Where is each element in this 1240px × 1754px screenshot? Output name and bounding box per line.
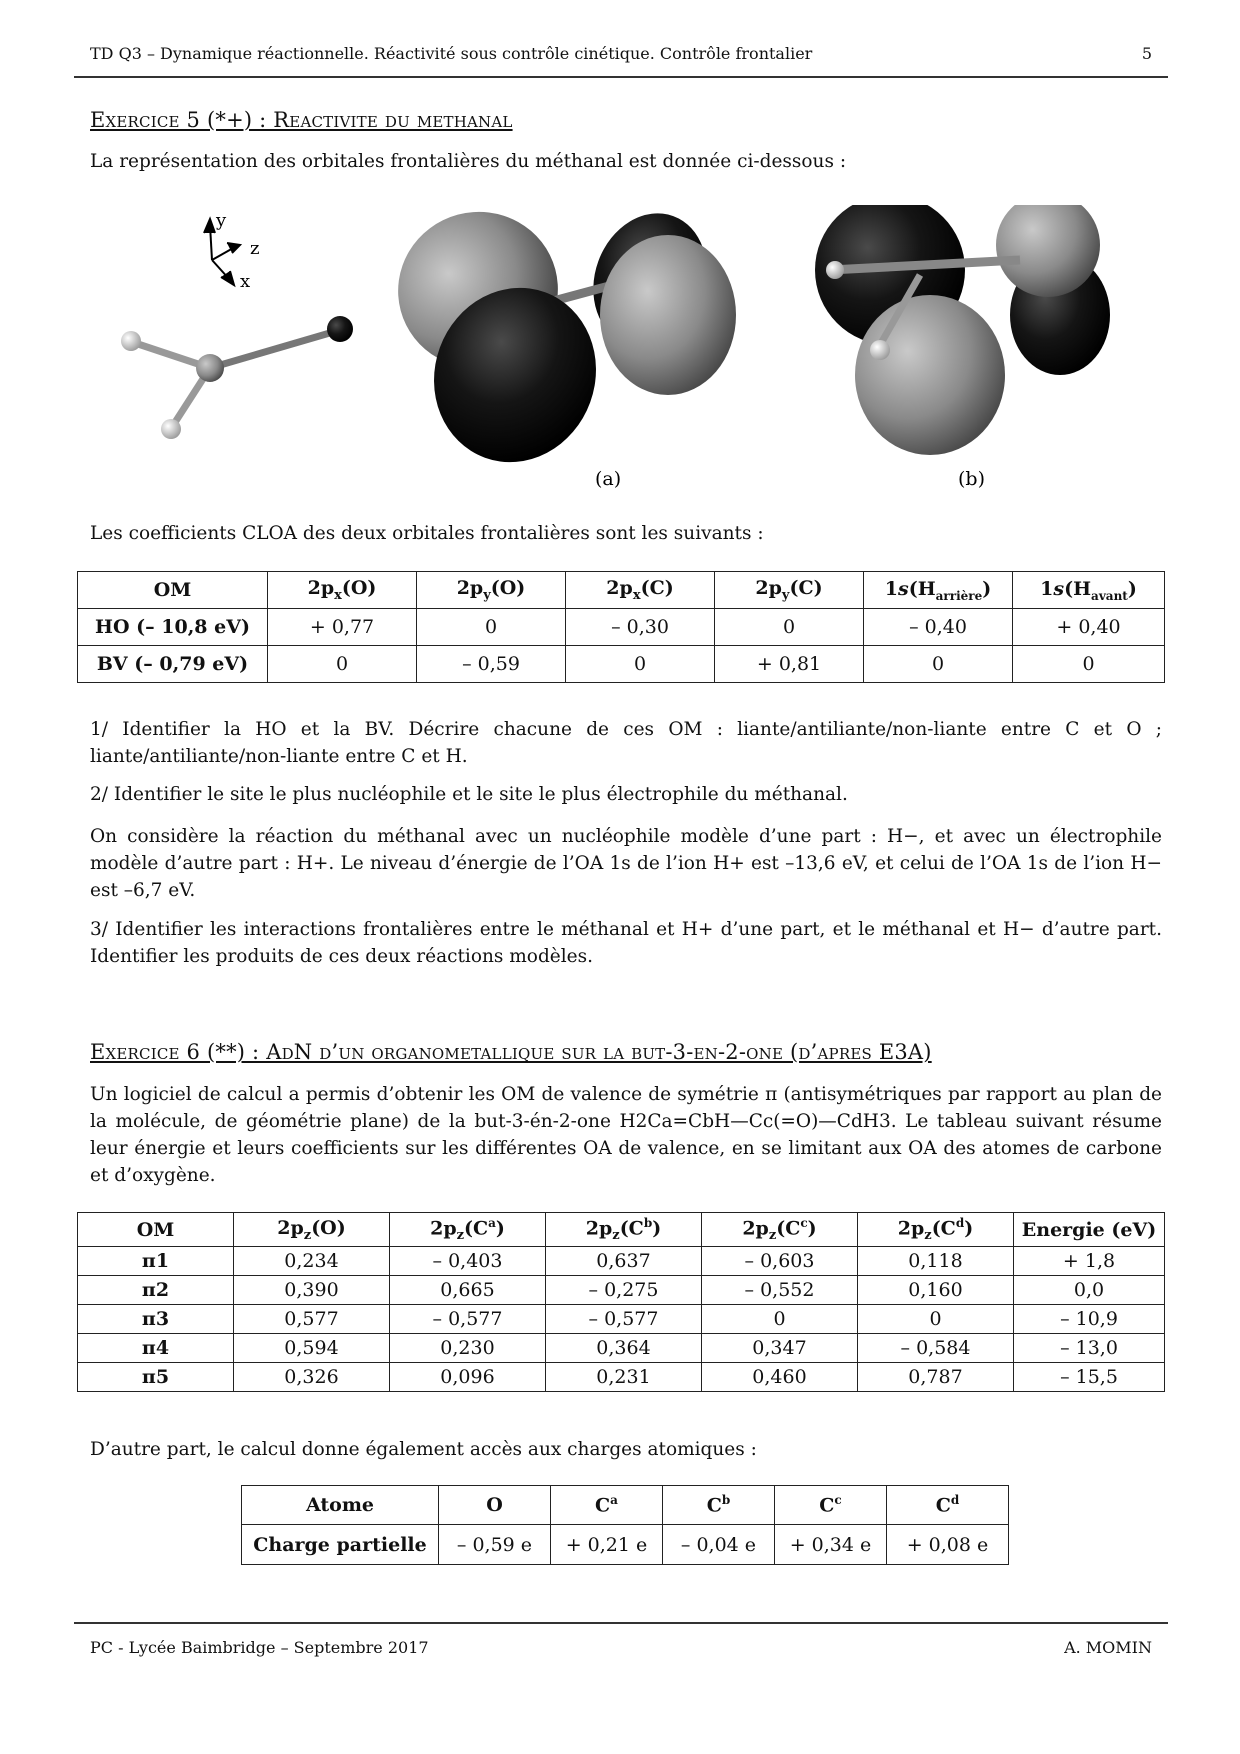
table-row — [78, 1305, 1165, 1334]
table-cell: 0,460 — [702, 1363, 858, 1392]
table-cell: – 0,403 — [390, 1247, 546, 1276]
table-cell: 0,364 — [546, 1334, 702, 1363]
table-cell: – 0,584 — [858, 1334, 1014, 1363]
ex5-p3: On considère la réaction du méthanal avec un nucléophile modèle d’une part : H−, et avec un électrophile modèle d’autre part : H+. Le niveau d’énergie de l’OA 1s de l’ion H+ est –13,6 eV, et celui de l’OA 1s de l’ion H− est –6,7 eV. — [90, 826, 1162, 901]
table-cell: 0,637 — [546, 1247, 702, 1276]
table-cell: π1 — [78, 1247, 234, 1276]
methanal-molecule — [121, 316, 353, 439]
table-cell: 0,230 — [390, 1334, 546, 1363]
table-cell: – 0,59 — [417, 646, 566, 683]
fig-b-label: (b) — [958, 468, 985, 490]
table-cell: 0,347 — [702, 1334, 858, 1363]
table-cell: π4 — [78, 1334, 234, 1363]
fig-a-label: (a) — [595, 468, 622, 490]
ex5-q2: 2/ Identifier le site le plus nucléophile et le site le plus électrophile du méthanal. — [90, 784, 848, 805]
table-cell: 0,096 — [390, 1363, 546, 1392]
table-cell: 0 — [566, 646, 715, 683]
table-cell: 0,231 — [546, 1363, 702, 1392]
table-cell: + 0,81 — [715, 646, 864, 683]
ex6-om-table — [77, 1212, 1165, 1392]
axis-y-label: y — [216, 210, 227, 231]
col-header: $2p_z(C^a)$ — [390, 1213, 546, 1247]
table-cell: + 0,34 e — [775, 1525, 887, 1565]
table-cell: 0 — [864, 646, 1013, 683]
col-header: Energie (eV) — [1014, 1213, 1165, 1247]
table-cell: 0,118 — [858, 1247, 1014, 1276]
col-header: $C^d$ — [887, 1486, 1009, 1525]
table-cell: – 0,603 — [702, 1247, 858, 1276]
table-cell: 0,665 — [390, 1276, 546, 1305]
table-cell: – 0,30 — [566, 609, 715, 646]
row-header: BV (– 0,79 eV) — [78, 646, 268, 683]
orbital-a-image — [381, 205, 736, 485]
col-header: $C^c$ — [775, 1486, 887, 1525]
table-row — [78, 1247, 1165, 1276]
orbital-b-image — [815, 205, 1110, 455]
table-cell: – 0,59 e — [439, 1525, 551, 1565]
page-number: 5 — [1141, 44, 1152, 63]
table-cell: 0 — [715, 609, 864, 646]
col-header: $2p_z(C^b)$ — [546, 1213, 702, 1247]
col-header: $2p_z(C^c)$ — [702, 1213, 858, 1247]
table-cell: Charge partielle — [242, 1525, 439, 1565]
ex5-q3: 3/ Identifier les interactions frontalières entre le méthanal et H+ d’une part, et le méthanal et H− d’autre part. Identifier les produits de ces deux réactions modèles. — [90, 919, 1162, 967]
table-cell: 0 — [1013, 646, 1165, 683]
header-rule — [74, 76, 1168, 78]
footer-rule — [74, 1622, 1168, 1624]
ex5-title: Exercice 5 (*+) : Reactivite du methanal — [90, 108, 513, 132]
table-cell: – 0,552 — [702, 1276, 858, 1305]
footer-right: A. MOMIN — [1064, 1638, 1152, 1657]
table-cell: 0 — [858, 1305, 1014, 1334]
ex5-intro: La représentation des orbitales frontalières du méthanal est donnée ci-dessous : — [90, 151, 847, 172]
methanal-orbitals-figure — [90, 205, 1170, 505]
table-cell: – 10,9 — [1014, 1305, 1165, 1334]
table-cell: 0,0 — [1014, 1276, 1165, 1305]
table-row — [78, 646, 1165, 683]
table-cell: 0 — [268, 646, 417, 683]
col-header: $2p_z(O)$ — [234, 1213, 390, 1247]
table-cell: 0,390 — [234, 1276, 390, 1305]
ex6-title: Exercice 6 (**) : AdN d’un organometallique sur la but-3-en-2-one (d’apres E3A) — [90, 1040, 932, 1064]
col-header: $1s(H_{avant})$ — [1013, 572, 1165, 609]
table-cell: – 0,577 — [546, 1305, 702, 1334]
ex5-coef-intro: Les coefficients CLOA des deux orbitales frontalières sont les suivants : — [90, 523, 764, 544]
table-cell: 0,577 — [234, 1305, 390, 1334]
table-cell: + 1,8 — [1014, 1247, 1165, 1276]
ex6-charges-intro: D’autre part, le calcul donne également accès aux charges atomiques : — [90, 1439, 757, 1460]
row-header: HO (– 10,8 eV) — [78, 609, 268, 646]
ex5-q1: 1/ Identifier la HO et la BV. Décrire chacune de ces OM : liante/antiliante/non-liante entre C et O ; liante/antiliante/non-liante entre C et H. — [90, 719, 1162, 767]
table-row — [78, 609, 1165, 646]
col-header: $2p_y(O)$ — [417, 572, 566, 609]
table-row — [78, 1363, 1165, 1392]
table-cell: – 0,04 e — [663, 1525, 775, 1565]
table-cell: π3 — [78, 1305, 234, 1334]
col-header: $2p_z(C^d)$ — [858, 1213, 1014, 1247]
table-cell: + 0,40 — [1013, 609, 1165, 646]
table-row — [78, 1276, 1165, 1305]
table-cell: 0,787 — [858, 1363, 1014, 1392]
footer-left: PC - Lycée Baimbridge – Septembre 2017 — [90, 1638, 429, 1657]
table-cell: 0,326 — [234, 1363, 390, 1392]
ex6-charges-table — [241, 1485, 1009, 1565]
table-cell: 0 — [702, 1305, 858, 1334]
table-cell: – 0,577 — [390, 1305, 546, 1334]
col-header: OM — [78, 1213, 234, 1247]
col-header: O — [439, 1486, 551, 1525]
table-cell: + 0,77 — [268, 609, 417, 646]
col-header: $2p_x(O)$ — [268, 572, 417, 609]
table-cell: π2 — [78, 1276, 234, 1305]
table-cell: – 13,0 — [1014, 1334, 1165, 1363]
page-header-title: TD Q3 – Dynamique réactionnelle. Réactivité sous contrôle cinétique. Contrôle frontalier — [90, 44, 813, 63]
table-cell: π5 — [78, 1363, 234, 1392]
col-header: Atome — [242, 1486, 439, 1525]
table-row — [242, 1525, 1009, 1565]
table-cell: + 0,08 e — [887, 1525, 1009, 1565]
table-cell: + 0,21 e — [551, 1525, 663, 1565]
table-cell: 0,160 — [858, 1276, 1014, 1305]
table-cell: – 15,5 — [1014, 1363, 1165, 1392]
table-cell: – 0,275 — [546, 1276, 702, 1305]
ex6-intro: Un logiciel de calcul a permis d’obtenir les OM de valence de symétrie π (antisymétriques par rapport au plan de la molécule, de géométrie plane) de la but-3-én-2-one H2Ca=CbH—Cc(=O)—CdH3. Le tableau suivant résume leur énergie et leurs coefficients sur les différentes OA de valence, en se limitant aux OA des atomes de carbone et d’oxygène. — [90, 1084, 1162, 1186]
col-header: $C^b$ — [663, 1486, 775, 1525]
table-row — [78, 1334, 1165, 1363]
col-header: $2p_y(C)$ — [715, 572, 864, 609]
col-header: $C^a$ — [551, 1486, 663, 1525]
col-header: OM — [78, 572, 268, 609]
table-cell: 0,234 — [234, 1247, 390, 1276]
table-cell: – 0,40 — [864, 609, 1013, 646]
axis-z-label: z — [250, 238, 260, 259]
table-cell: 0 — [417, 609, 566, 646]
col-header: $2p_x(C)$ — [566, 572, 715, 609]
col-header: $1s(H_{arrière})$ — [864, 572, 1013, 609]
axis-x-label: x — [240, 271, 251, 292]
ex5-coef-table — [77, 571, 1165, 683]
table-cell: 0,594 — [234, 1334, 390, 1363]
